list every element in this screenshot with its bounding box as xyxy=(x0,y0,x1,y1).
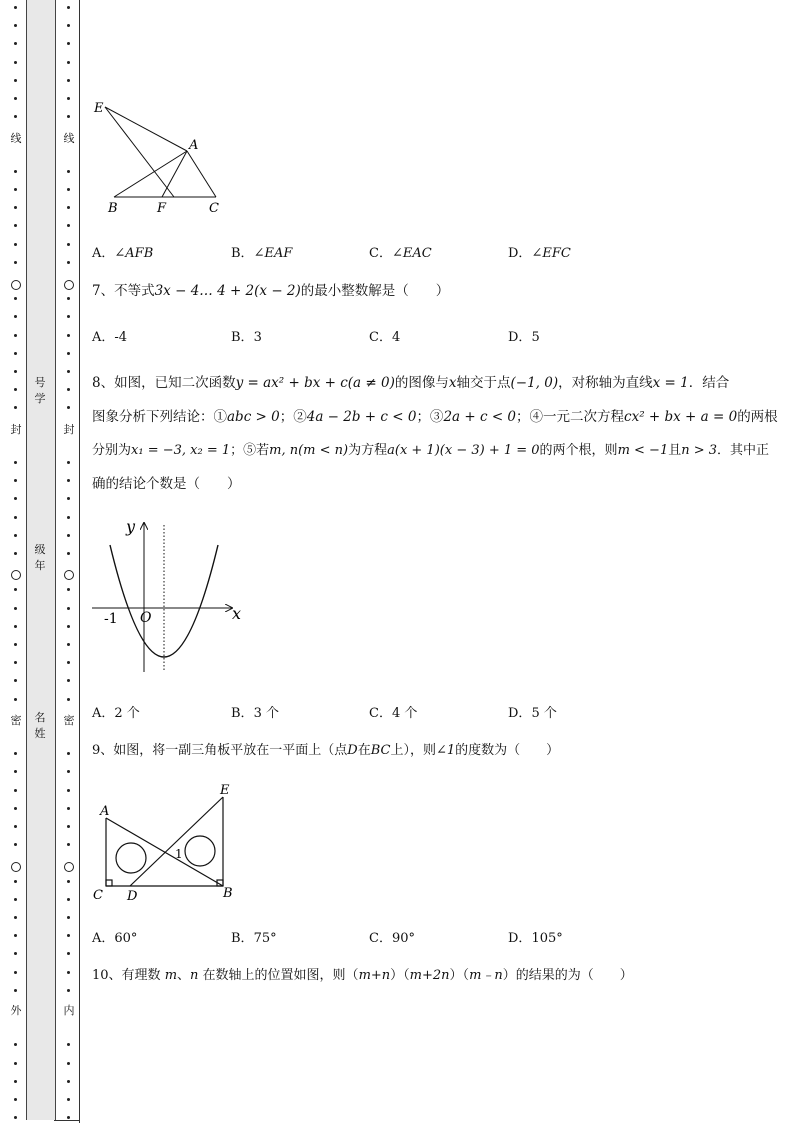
binding-dot xyxy=(14,61,17,64)
binding-dot xyxy=(14,461,17,464)
binding-dot xyxy=(67,42,70,45)
q8-option-d[interactable] xyxy=(508,702,557,721)
text: ）（ xyxy=(449,968,470,983)
binding-dot xyxy=(67,752,70,755)
binding-dot xyxy=(67,643,70,646)
binding-dot xyxy=(67,789,70,792)
text: 上），则 xyxy=(390,743,436,758)
option-letter: D． xyxy=(508,246,532,261)
name-label xyxy=(32,711,48,740)
text: 的两个根，则 xyxy=(539,443,618,458)
binding-dot xyxy=(67,1043,70,1046)
label-f: F xyxy=(157,201,167,216)
option-letter: D． xyxy=(508,931,532,946)
binding-dot xyxy=(67,206,70,209)
binding-dot xyxy=(67,97,70,100)
text: ；③ xyxy=(416,409,444,425)
option-text: ∠AFB xyxy=(114,246,154,261)
option-text: 4 xyxy=(391,330,401,345)
math: m xyxy=(164,968,178,983)
text: 图象分析下列结论：① xyxy=(92,409,227,425)
angle-1-label: 1 xyxy=(175,847,183,861)
option-text: 60° xyxy=(114,931,138,946)
q7-prefix: 7、不等式 xyxy=(92,283,155,299)
label-b: B xyxy=(108,201,118,216)
binding-dot xyxy=(67,406,70,409)
binding-dot xyxy=(67,24,70,27)
name-char-2: 姓 xyxy=(34,727,46,740)
binding-hole-circle xyxy=(64,570,74,580)
text: 分别为 xyxy=(92,443,132,458)
q8-option-c[interactable] xyxy=(369,702,417,721)
q6-option-d[interactable] xyxy=(508,242,571,261)
outer-dot-column xyxy=(11,0,21,1123)
binding-dot xyxy=(14,6,17,9)
q7-stem xyxy=(92,281,449,301)
label-e: E xyxy=(220,783,230,798)
inner-label-mi: 密 xyxy=(63,714,75,727)
q6-option-c[interactable] xyxy=(369,242,432,261)
binding-dot xyxy=(14,297,17,300)
option-text: 3 个 xyxy=(253,706,279,721)
binding-dot xyxy=(14,752,17,755)
binding-dot xyxy=(14,898,17,901)
binding-dot xyxy=(67,661,70,664)
binding-dot xyxy=(67,261,70,264)
option-text: 4 个 xyxy=(391,706,418,721)
option-letter: C． xyxy=(369,330,392,345)
binding-dot xyxy=(67,170,70,173)
option-text: ∠EFC xyxy=(531,246,571,261)
binding-hole-circle xyxy=(11,570,21,580)
math: a(x + 1)(x − 3) + 1 = 0 xyxy=(387,443,540,458)
option-letter: A． xyxy=(92,246,115,261)
label-d: D xyxy=(127,889,138,904)
binding-dot xyxy=(67,588,70,591)
label-e: E xyxy=(94,101,104,116)
binding-dot xyxy=(67,516,70,519)
binding-dot xyxy=(67,461,70,464)
binding-dot xyxy=(14,1098,17,1101)
binding-dot xyxy=(67,843,70,846)
binding-dot xyxy=(67,497,70,500)
binding-dot xyxy=(67,971,70,974)
binding-dot xyxy=(67,1080,70,1083)
q9-stem xyxy=(92,741,559,761)
text: ）的结果的为（ ） xyxy=(502,968,633,983)
math: BC xyxy=(370,743,391,758)
option-letter: D． xyxy=(508,706,532,721)
binding-dot xyxy=(14,206,17,209)
math: n > 3 xyxy=(681,443,718,458)
binding-margin xyxy=(0,0,82,1123)
q7-option-d[interactable] xyxy=(508,326,540,345)
math: y = ax² + bx + c(a ≠ 0) xyxy=(235,375,395,391)
option-letter: B． xyxy=(231,706,254,721)
text: 在数轴上的位置如图，则（ xyxy=(202,968,359,983)
option-letter: A． xyxy=(92,706,115,721)
text: 在 xyxy=(357,743,371,758)
option-text: 2 个 xyxy=(114,706,140,721)
q6-option-b[interactable] xyxy=(231,242,292,261)
text: 为方程 xyxy=(348,443,388,458)
math: x₁ = −3, x₂ = 1 xyxy=(131,443,231,458)
binding-dot xyxy=(14,679,17,682)
binding-dot xyxy=(14,625,17,628)
binding-dot xyxy=(67,315,70,318)
text: ．结合 xyxy=(688,375,730,391)
outer-label-wai: 外 xyxy=(10,1004,22,1017)
binding-dot xyxy=(14,661,17,664)
binding-dot xyxy=(14,352,17,355)
option-letter: B． xyxy=(231,931,254,946)
q7-option-a[interactable] xyxy=(92,326,127,345)
text: ；④一元二次方程 xyxy=(516,409,625,425)
option-text: -4 xyxy=(114,330,128,345)
binding-dot xyxy=(67,115,70,118)
outer-label-mi: 密 xyxy=(10,714,22,727)
binding-dot xyxy=(14,934,17,937)
binding-dot xyxy=(67,1116,70,1119)
binding-dot xyxy=(14,370,17,373)
binding-dot xyxy=(14,170,17,173)
student-id-char-2: 学 xyxy=(34,392,46,405)
binding-dot xyxy=(14,406,17,409)
binding-dot xyxy=(14,97,17,100)
binding-dot xyxy=(67,370,70,373)
binding-dot xyxy=(67,880,70,883)
figure-parabola xyxy=(92,515,252,675)
binding-dot xyxy=(14,534,17,537)
option-letter: B． xyxy=(231,330,254,345)
grade-label xyxy=(32,543,48,572)
inner-label-xian: 线 xyxy=(63,132,75,145)
inner-label-feng: 封 xyxy=(63,423,75,436)
binding-dot xyxy=(14,770,17,773)
text: ，对称轴为直线 xyxy=(558,375,653,391)
binding-dot xyxy=(67,188,70,191)
binding-dot xyxy=(14,1080,17,1083)
binding-dot xyxy=(14,952,17,955)
binding-dot xyxy=(67,952,70,955)
grade-char-1: 级 xyxy=(34,543,46,556)
binding-dot xyxy=(67,552,70,555)
binding-dot xyxy=(67,243,70,246)
option-letter: A． xyxy=(92,931,115,946)
binding-dot xyxy=(67,916,70,919)
option-letter: B． xyxy=(231,246,254,261)
binding-dot xyxy=(14,698,17,701)
q8-option-a[interactable] xyxy=(92,702,140,721)
binding-dot xyxy=(67,807,70,810)
text: 且 xyxy=(668,443,682,458)
binding-dot xyxy=(67,61,70,64)
binding-dot xyxy=(67,388,70,391)
inner-dot-column xyxy=(64,0,74,1123)
binding-hole-circle xyxy=(11,862,21,872)
option-letter: D． xyxy=(508,330,532,345)
binding-dot xyxy=(14,825,17,828)
figure-triangle-efac xyxy=(92,95,232,220)
option-text: 5 个 xyxy=(531,706,557,721)
label-a: A xyxy=(100,804,110,819)
binding-dot xyxy=(14,588,17,591)
binding-dot xyxy=(67,1062,70,1065)
q10-stem xyxy=(92,966,633,986)
figure-set-squares xyxy=(92,780,242,905)
binding-dot xyxy=(14,607,17,610)
text: ）（ xyxy=(390,968,410,983)
math: n xyxy=(190,968,199,983)
binding-dot xyxy=(14,497,17,500)
binding-dot xyxy=(14,479,17,482)
binding-dot xyxy=(67,698,70,701)
minus-one-label: -1 xyxy=(104,611,118,627)
binding-dot xyxy=(67,479,70,482)
q7-option-c[interactable] xyxy=(369,326,400,345)
exam-content xyxy=(92,0,782,1123)
option-letter: C． xyxy=(369,706,392,721)
option-text: 105° xyxy=(531,931,563,946)
q9-option-c[interactable] xyxy=(369,927,415,946)
binding-dot xyxy=(14,243,17,246)
binding-dot xyxy=(67,1098,70,1101)
binding-dot xyxy=(14,843,17,846)
math: m, n(m < n) xyxy=(269,443,349,458)
text: ；⑤若 xyxy=(230,443,270,458)
q9-option-d[interactable] xyxy=(508,927,563,946)
binding-dot xyxy=(14,1043,17,1046)
q8-line-4: 确的结论个数是（ ） xyxy=(92,476,241,492)
binding-dot xyxy=(67,825,70,828)
option-text: 5 xyxy=(531,330,540,345)
text: 、 xyxy=(177,968,191,983)
option-text: 75° xyxy=(253,931,277,946)
binding-dot xyxy=(14,971,17,974)
binding-dot xyxy=(14,42,17,45)
binding-dot xyxy=(67,989,70,992)
student-id-char-1: 号 xyxy=(34,376,46,389)
binding-dot xyxy=(14,880,17,883)
binding-dot xyxy=(67,934,70,937)
option-letter: A． xyxy=(92,330,115,345)
q8-line-1 xyxy=(92,373,729,393)
math: cx² + bx + a = 0 xyxy=(624,409,738,425)
text: ；② xyxy=(279,409,307,425)
binding-dot xyxy=(14,989,17,992)
binding-dot xyxy=(67,625,70,628)
name-char-1: 名 xyxy=(34,711,46,724)
binding-dot xyxy=(67,679,70,682)
binding-dot xyxy=(14,224,17,227)
math: ∠1 xyxy=(436,743,456,758)
option-text: 3 xyxy=(253,330,262,345)
math: x = 1 xyxy=(652,375,689,391)
math: m+2n xyxy=(409,968,450,983)
math: m+n xyxy=(358,968,391,983)
outer-label-feng: 封 xyxy=(10,423,22,436)
q9-option-b[interactable] xyxy=(231,927,277,946)
option-letter: C． xyxy=(369,246,392,261)
x-axis-label: x xyxy=(232,604,242,623)
binding-dot xyxy=(14,188,17,191)
binding-dot xyxy=(14,261,17,264)
math: m < −1 xyxy=(617,443,669,458)
binding-dot xyxy=(14,643,17,646)
q7-option-b[interactable] xyxy=(231,326,262,345)
binding-dot xyxy=(14,807,17,810)
text: 的图像与 xyxy=(394,375,449,391)
math: D xyxy=(347,743,358,758)
text: 9、如图，将一副三角板平放在一平面上（点 xyxy=(92,743,348,758)
binding-dot xyxy=(67,607,70,610)
text: ．其中正 xyxy=(717,443,770,458)
binding-dot xyxy=(14,552,17,555)
binding-dot xyxy=(14,334,17,337)
binding-hole-circle xyxy=(64,862,74,872)
binding-dot xyxy=(14,388,17,391)
q8-line-3 xyxy=(92,441,769,461)
binding-dot xyxy=(67,898,70,901)
binding-dot xyxy=(67,79,70,82)
binding-dot xyxy=(67,770,70,773)
student-id-label xyxy=(32,376,48,405)
text: 8、如图，已知二次函数 xyxy=(92,375,236,391)
origin-label: O xyxy=(140,610,152,626)
binding-dot xyxy=(14,516,17,519)
math: x xyxy=(448,375,457,391)
math: (−1, 0) xyxy=(510,375,559,391)
option-letter: C． xyxy=(369,931,392,946)
binding-dot xyxy=(67,224,70,227)
q8-line-2 xyxy=(92,407,778,427)
text: 轴交于点 xyxy=(456,375,511,391)
y-axis-label: y xyxy=(126,517,136,536)
binding-hole-circle xyxy=(11,280,21,290)
option-text: ∠EAC xyxy=(391,246,432,261)
binding-dot xyxy=(14,1062,17,1065)
label-c: C xyxy=(93,888,103,903)
binding-dot xyxy=(67,6,70,9)
math: m﹣n xyxy=(469,968,503,983)
q8-option-b[interactable] xyxy=(231,702,279,721)
label-c: C xyxy=(209,201,219,216)
text: 的两根 xyxy=(737,409,778,425)
inner-border-line xyxy=(79,0,80,1123)
q7-suffix: 的最小整数解是（ ） xyxy=(300,283,450,299)
binding-dot xyxy=(14,79,17,82)
binding-dot xyxy=(14,24,17,27)
outer-label-xian: 线 xyxy=(10,132,22,145)
math: abc > 0 xyxy=(227,409,280,425)
grade-char-2: 年 xyxy=(34,559,46,572)
label-a: A xyxy=(189,138,199,153)
binding-dot xyxy=(14,315,17,318)
binding-dot xyxy=(67,297,70,300)
label-b: B xyxy=(223,886,233,901)
binding-dot xyxy=(67,352,70,355)
binding-dot xyxy=(14,789,17,792)
q6-option-a[interactable] xyxy=(92,242,153,261)
binding-dot xyxy=(14,115,17,118)
math: 4a − 2b + c < 0 xyxy=(306,409,417,425)
binding-hole-circle xyxy=(64,280,74,290)
binding-dot xyxy=(67,334,70,337)
option-text: ∠EAF xyxy=(253,246,293,261)
binding-dot xyxy=(67,534,70,537)
binding-dot xyxy=(14,1116,17,1119)
inner-label-nei: 内 xyxy=(63,1004,75,1017)
q9-option-a[interactable] xyxy=(92,927,137,946)
text: 10、有理数 xyxy=(92,968,161,983)
q7-inequality: 3x − 4… 4 + 2(x − 2) xyxy=(154,283,301,299)
option-text: 90° xyxy=(391,931,415,946)
binding-dot xyxy=(14,916,17,919)
math: 2a + c < 0 xyxy=(443,409,517,425)
text: 的度数为（ ） xyxy=(455,743,560,758)
